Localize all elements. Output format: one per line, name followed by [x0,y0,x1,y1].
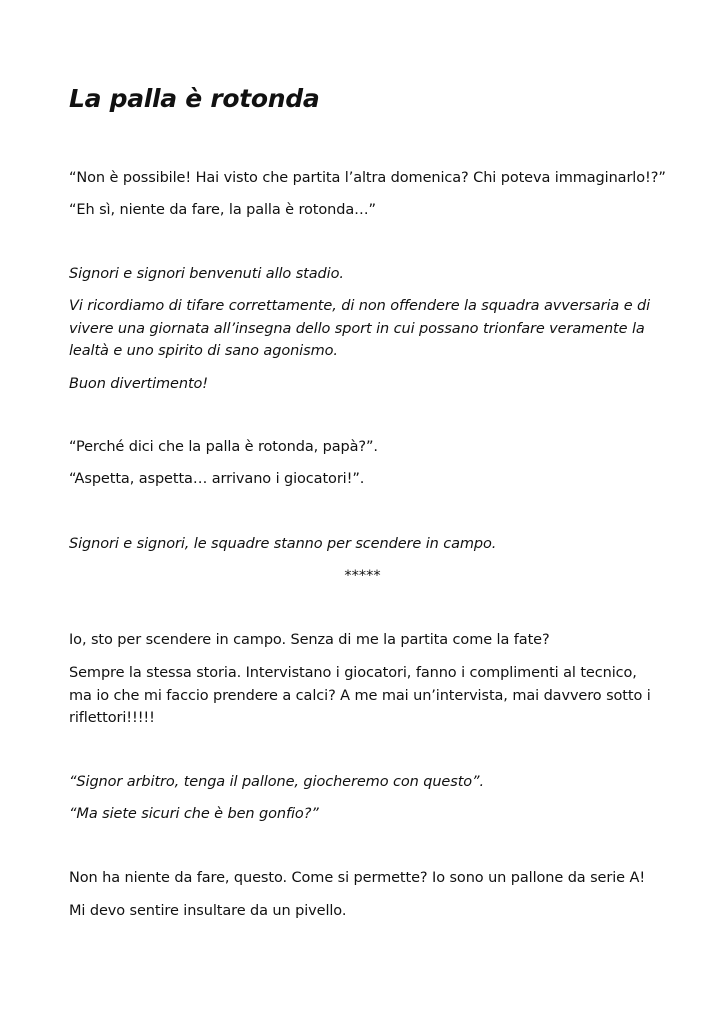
paragraph-ball-2: Sempre la stessa storia. Intervistano i giocatori, fanno i complimenti al tecnico, ma io che mi faccio prendere a calci? A me mai un’intervista, mai davvero sotto i riflettori!!!!! [69,665,651,726]
paragraph-dialogue-2: “Eh sì, niente da fare, la palla è rotonda…” [69,202,376,218]
paragraph-dialogue-5: “Signor arbitro, tenga il pallone, giocheremo con questo”. [69,774,484,790]
paragraph-dialogue-1: “Non è possibile! Hai visto che partita l’altra domenica? Chi poteva immaginarlo!?” [69,170,666,186]
paragraph-announcement-welcome: Signori e signori benvenuti allo stadio. [69,266,344,282]
paragraph-ball-4: Mi devo sentire insultare da un pivello. [69,903,347,919]
paragraph-dialogue-4: “Aspetta, aspetta… arrivano i giocatori!”. [69,471,365,487]
paragraph-ball-1: Io, sto per scendere in campo. Senza di me la partita come la fate? [69,632,550,648]
paragraph-ball-3: Non ha niente da fare, questo. Come si permette? Io sono un pallone da serie A! [69,870,646,886]
paragraph-announcement-enjoy: Buon divertimento! [69,376,209,392]
paragraph-dialogue-6: “Ma siete sicuri che è ben gonfio?” [69,806,319,822]
paragraph-dialogue-3: “Perché dici che la palla è rotonda, papà?”. [69,439,378,455]
paragraph-announcement-teams: Signori e signori, le squadre stanno per scendere in campo. [69,536,497,552]
paragraph-announcement-fairplay: Vi ricordiamo di tifare correttamente, di non offendere la squadra avversaria e di vivere una giornata all’insegna dello sport in cui possano trionfare veramente la lealtà e uno spirito di sano agonismo. [69,298,651,359]
section-separator: ***** [344,568,381,584]
document-title: La palla è rotonda [69,84,320,113]
